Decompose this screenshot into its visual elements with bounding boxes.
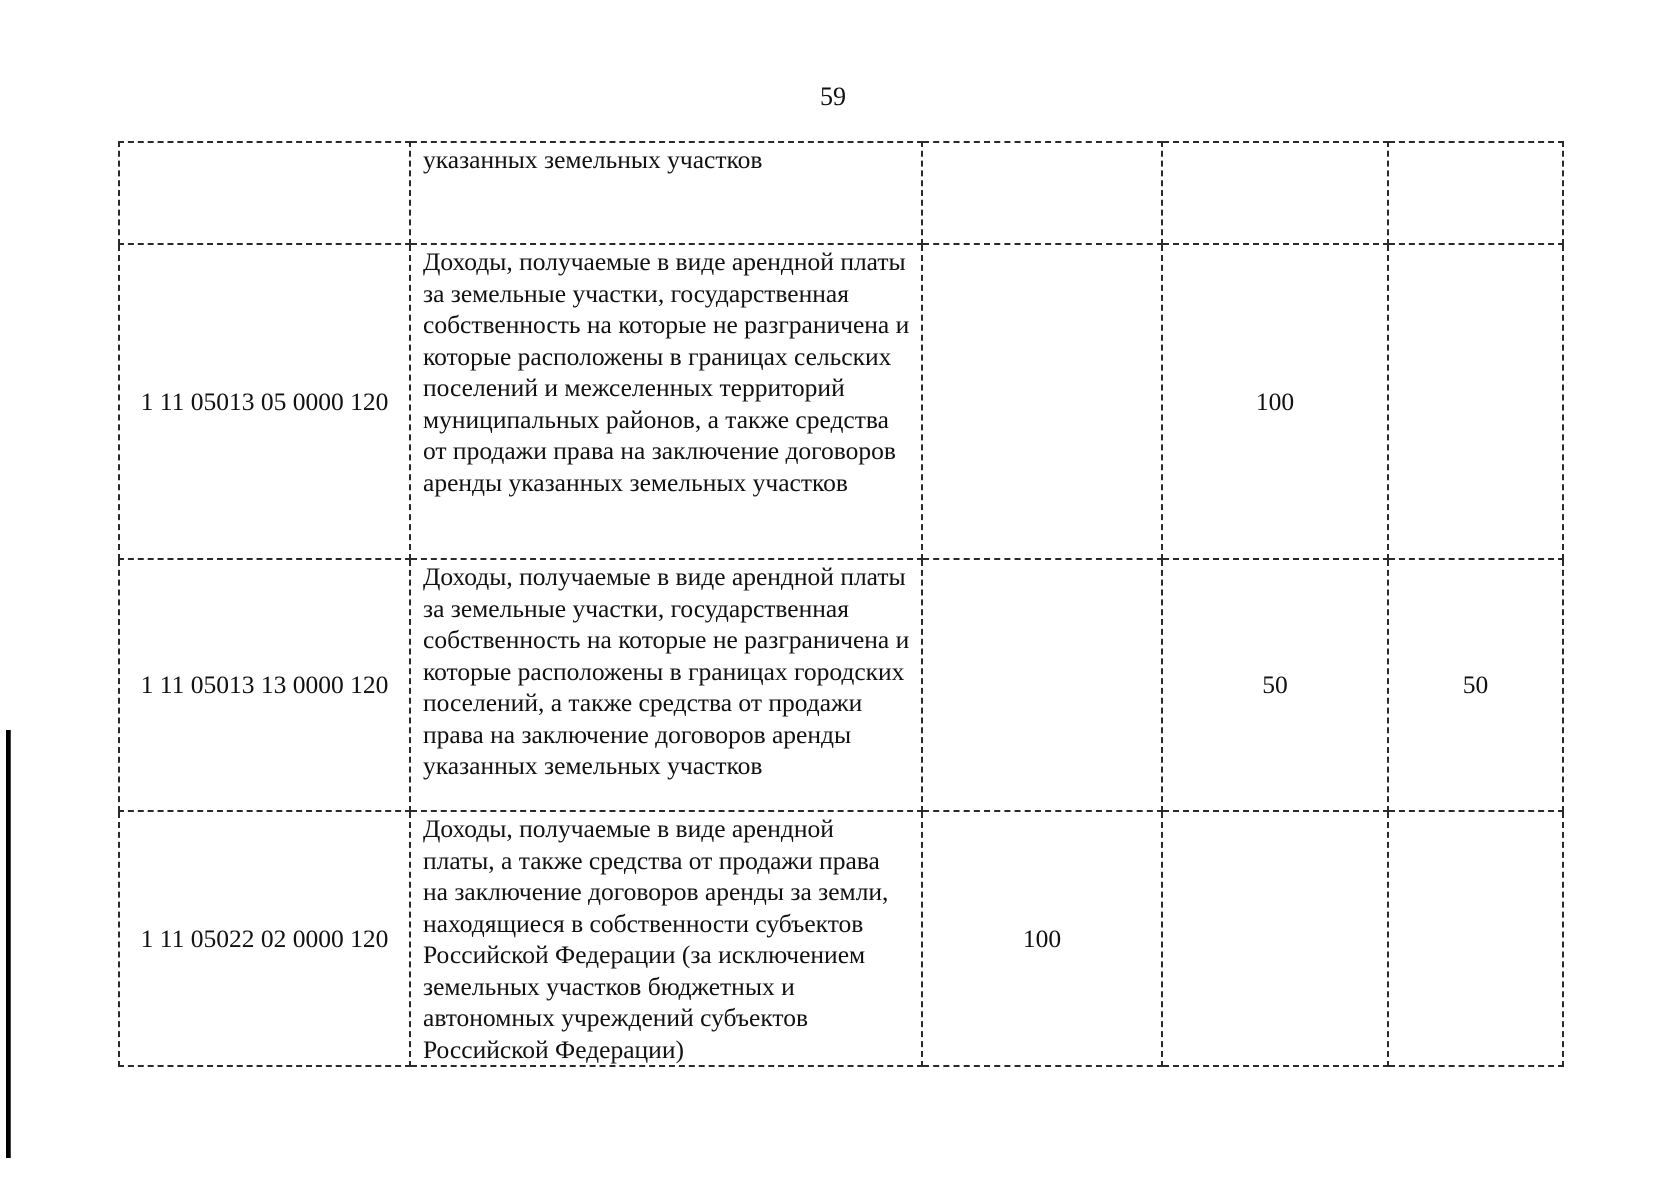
share-cell-col4: 100 [1162,244,1388,559]
share-cell-col3 [922,142,1162,244]
table-row [119,142,1563,244]
budget-code-cell [119,142,410,244]
revenue-description-cell: Доходы, получаемые в виде арендной платы за земельные участки, государственная собственность на которые не разграничена и которые расположены в границах сельских поселений и межселенных территорий муниципальных районов, а также средства от продажи права на заключение договоров аренды указанных земельных участков [410,244,922,559]
share-cell-col4 [1162,811,1388,1066]
share-cell-col3 [922,244,1162,559]
share-cell-col5 [1388,244,1563,559]
table-row [119,559,1563,811]
share-cell-col3: 100 [922,811,1162,1066]
share-cell-col4 [1162,142,1388,244]
budget-code-cell: 1 11 05022 02 0000 120 [119,811,410,1066]
share-cell-col3 [922,559,1162,811]
scan-margin-line [10,730,11,1158]
share-cell-col5 [1388,811,1563,1066]
revenue-description-cell: Доходы, получаемые в виде арендной платы, а также средства от продажи права на заключение договоров аренды за земли, находящиеся в собственности субъектов Российской Федерации (за исключением земельных участков бюджетных и автономных учреждений субъектов Российской Федерации) [410,811,922,1066]
share-cell-col5 [1388,142,1563,244]
revenue-description-cell: Доходы, получаемые в виде арендной платы за земельные участки, государственная собственность на которые не разграничена и которые расположены в границах городских поселений, а также средства от продажи права на заключение договоров аренды указанных земельных участков [410,559,922,811]
table-row [119,244,1563,559]
share-cell-col5: 50 [1388,559,1563,811]
revenue-description-cell: указанных земельных участков [410,142,922,244]
page-number: 59 [820,82,846,111]
table-row [119,811,1563,1066]
budget-code-cell: 1 11 05013 13 0000 120 [119,559,410,811]
revenue-distribution-table [118,141,1564,1067]
share-cell-col4: 50 [1162,559,1388,811]
budget-code-cell: 1 11 05013 05 0000 120 [119,244,410,559]
